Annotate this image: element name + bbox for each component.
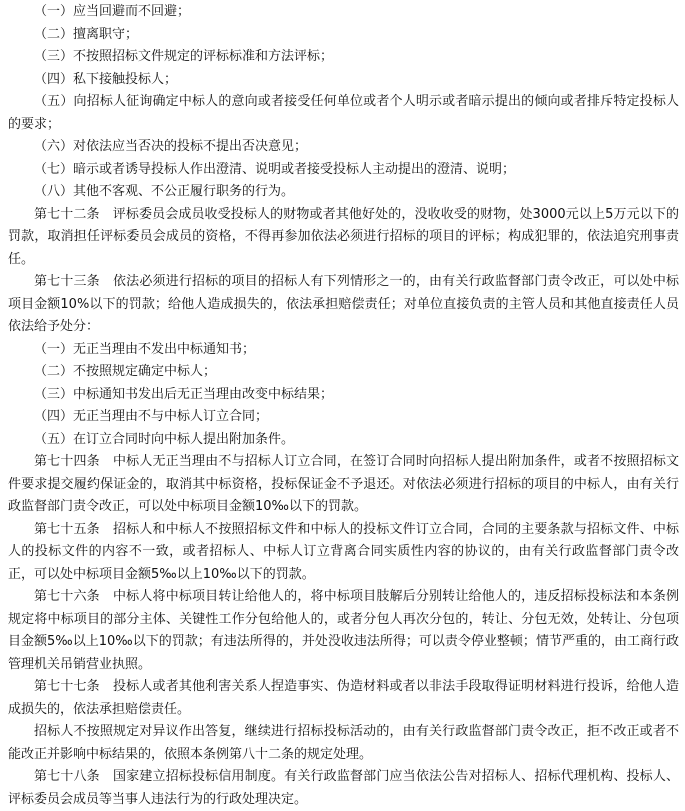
article-73-item-1: （一）无正当理由不发出中标通知书； [34, 341, 256, 357]
paragraph-item-7: （七）暗示或者诱导投标人作出澄清、说明或者接受投标人主动提出的澄清、说明； [34, 161, 516, 177]
paragraph-item-2: （二）擅离职守； [34, 26, 139, 42]
article-73-item-4: （四）无正当理由不与中标人订立合同； [34, 409, 269, 424]
article-78: 第七十八条 国家建立招标投标信用制度。有关行政监督部门应当依法公告对招标人、招标代理机构、投标人、评标委员会成员等当事人违法行为的行政处理决定。 [8, 769, 679, 807]
article-77-paragraph-2: 招标人不按照规定对异议作出答复，继续进行招标投标活动的，由有关行政监督部门责令改正，拒不改正或者不能改正并影响中标结果的，依照本条例第八十二条的规定处理。 [8, 724, 679, 762]
paragraph-item-5: （五）向招标人征询确定中标人的意向或者接受任何单位或者个人明示或者暗示提出的倾向或者排斥特定投标人的要求； [8, 94, 679, 132]
article-73-item-2: （二）不按照规定确定中标人； [34, 364, 217, 379]
article-73: 第七十三条 依法必须进行招标的项目的招标人有下列情形之一的，由有关行政监督部门责令改正，可以处中标项目金额10%以下的罚款；给他人造成损失的，依法承担赔偿责任；对单位直接负责的主管人员和其他直接责任人员依法给予处分： [8, 274, 679, 334]
article-76: 第七十六条 中标人将中标项目转让给他人的，将中标项目肢解后分别转让给他人的，违反招标投标法和本条例规定将中标项目的部分主体、关键性工作分包给他人的，或者分包人再次分包的，转让、分包无效，处转让、分包项目金额5‰以上10‰以下的罚款；有违法所得的，并处没收违法所得；可以责令停业整顿；情节严重的，由工商行政管理机关吊销营业执照。 [8, 589, 679, 672]
paragraph-item-1: （一）应当回避而不回避； [34, 4, 191, 19]
paragraph-item-6: （六）对依法应当否决的投标不提出否决意见； [34, 139, 308, 154]
article-73-item-5: （五）在订立合同时向中标人提出附加条件。 [34, 431, 295, 447]
article-72: 第七十二条 评标委员会成员收受投标人的财物或者其他好处的，没收收受的财物，处3000元以上5万元以下的罚款，取消担任评标委员会成员的资格，不得再参加依法必须进行招标的项目的评标；构成犯罪的，依法追究刑事责任。 [8, 206, 679, 267]
article-75: 第七十五条 招标人和中标人不按照招标文件和中标人的投标文件订立合同，合同的主要条款与招标文件、中标人的投标文件的内容不一致，或者招标人、中标人订立背离合同实质性内容的协议的，由有关行政监督部门责令改正，可以处中标项目金额5‰以上10‰以下的罚款。 [8, 521, 679, 582]
article-74: 第七十四条 中标人无正当理由不与招标人订立合同，在签订合同时向招标人提出附加条件，或者不按照招标文件要求提交履约保证金的，取消其中标资格，投标保证金不予退还。对依法必须进行招标的项目的中标人，由有关行政监督部门责令改正，可以处中标项目金额10‰以下的罚款。 [8, 454, 679, 514]
paragraph-item-3: （三）不按照招标文件规定的评标标准和方法评标； [34, 49, 334, 64]
article-77: 第七十七条 投标人或者其他利害关系人捏造事实、伪造材料或者以非法手段取得证明材料进行投诉，给他人造成损失的，依法承担赔偿责任。 [8, 679, 679, 717]
paragraph-item-8: （八）其他不客观、不公正履行职务的行为。 [34, 184, 295, 199]
article-73-item-3: （三）中标通知书发出后无正当理由改变中标结果； [34, 386, 334, 402]
paragraph-item-4: （四）私下接触投标人； [34, 71, 178, 87]
